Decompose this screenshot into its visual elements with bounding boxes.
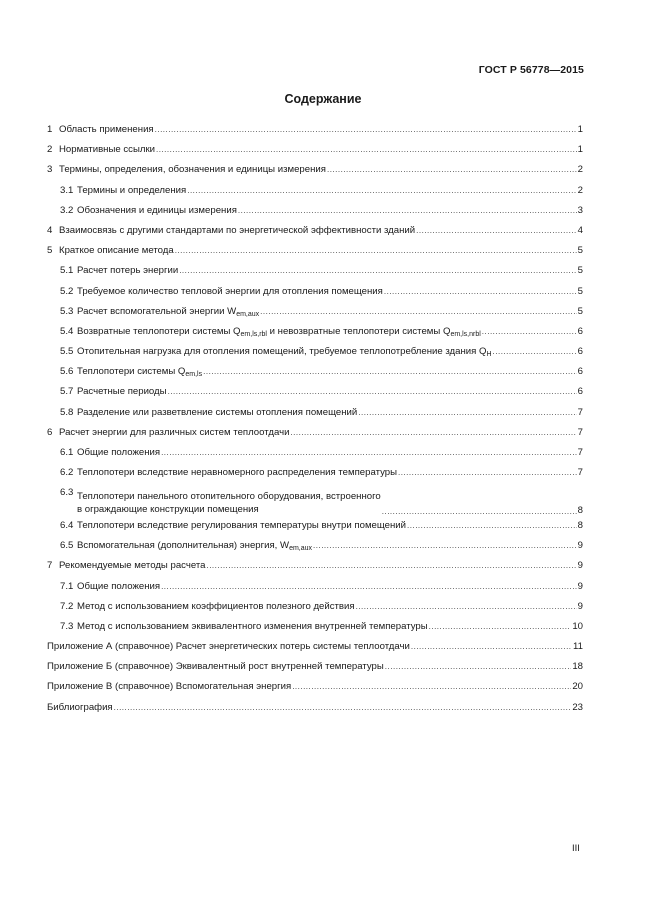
toc-entry-page: 9 — [577, 600, 583, 612]
toc-entry-number: 7.3 — [60, 620, 74, 632]
toc-entry-subscript: em,aux — [289, 545, 313, 553]
toc-entry-title — [59, 560, 205, 571]
toc-entry-subscript: em,ls — [185, 371, 203, 379]
toc-entry[interactable] — [47, 540, 583, 560]
toc-leader-dots — [156, 145, 577, 154]
toc-entry[interactable] — [47, 265, 583, 285]
toc-entry-page: 7 — [577, 426, 583, 438]
toc-entry-number: 4 — [47, 224, 53, 236]
toc-entry-title — [77, 581, 160, 592]
toc-entry-number: 5.5 — [60, 346, 74, 358]
toc-entry-page: 9 — [577, 540, 583, 552]
toc-entry-title — [77, 386, 167, 397]
toc-leader-dots — [161, 448, 577, 457]
toc-entry-number: 7 — [47, 560, 53, 572]
toc-entry[interactable] — [47, 641, 583, 661]
toc-entry-text: Рекомендуемые методы расчета — [59, 560, 206, 572]
toc-entry-title — [59, 245, 174, 256]
toc-entry[interactable] — [47, 407, 583, 427]
toc-entry-number: 3.2 — [60, 204, 74, 216]
toc-entry-text: Нормативные ссылки — [59, 144, 156, 156]
toc-entry-text: Теплопотери вследствие регулирования температуры внутри помещений — [77, 519, 407, 531]
toc-entry[interactable] — [47, 520, 583, 540]
toc-entry[interactable] — [47, 581, 583, 601]
toc-entry-title — [77, 467, 397, 478]
toc-entry-text: Приложение В (справочное) Вспомогательная энергия — [47, 681, 292, 693]
toc-entry-title — [59, 225, 415, 236]
toc-entry-title — [77, 621, 428, 632]
toc-entry-text: Отопительная нагрузка для отопления помещений, требуемое теплопотребление здания Q — [77, 346, 487, 358]
toc-entry-text: Взаимосвязь с другими стандартами по энергетической эффективности зданий — [59, 224, 416, 236]
toc-entry-text: Разделение или разветвление системы отопления помещений — [77, 406, 358, 418]
toc-entry-page: 9 — [577, 560, 583, 572]
toc-entry-text: Область применения — [59, 124, 154, 135]
toc-entry-text: Приложение Б (справочное) Эквивалентный рост внутренней температуры — [47, 661, 384, 673]
toc-entry-text-continued: и невозвратные теплопотери системы Q — [266, 325, 451, 337]
toc-entry-title — [77, 407, 357, 418]
toc-entry-page: 2 — [577, 184, 583, 196]
toc-entry-number: 1 — [47, 124, 53, 135]
toc-entry[interactable] — [47, 144, 583, 164]
toc-entry-page: 1 — [577, 144, 583, 156]
toc-leader-dots — [416, 226, 577, 235]
toc-entry[interactable] — [47, 164, 583, 184]
toc-entry-page: 5 — [577, 305, 583, 317]
toc-entry-subscript: em,aux — [236, 310, 260, 318]
toc-leader-dots — [161, 582, 577, 591]
toc-entry[interactable] — [47, 601, 583, 621]
page-title: Содержание — [284, 92, 362, 106]
toc-entry-number: 5.2 — [60, 285, 74, 297]
toc-leader-dots — [290, 428, 576, 437]
toc-entry[interactable] — [47, 346, 583, 366]
toc-entry-page: 6 — [577, 346, 583, 358]
toc-entry-page: 4 — [577, 224, 583, 236]
toc-entry[interactable] — [47, 621, 583, 641]
toc-entry-page: 7 — [577, 467, 583, 479]
toc-leader-dots — [203, 367, 577, 376]
toc-entry-title — [77, 265, 178, 276]
toc-entry-title — [77, 540, 312, 551]
toc-entry-title — [77, 447, 160, 458]
toc-entry[interactable] — [47, 306, 583, 326]
toc-entry-text: Общие положения — [77, 580, 161, 592]
toc-entry-page: 20 — [572, 681, 583, 693]
toc-entry-page: 6 — [577, 366, 583, 378]
toc-entry-title — [77, 286, 383, 297]
toc-entry-number: 6.2 — [60, 467, 74, 479]
toc-entry[interactable] — [47, 326, 583, 346]
toc-leader-dots — [179, 266, 576, 275]
toc-entry[interactable] — [47, 467, 583, 487]
toc-entry[interactable] — [47, 205, 583, 225]
toc-entry-title — [77, 205, 237, 216]
toc-leader-dots — [168, 387, 577, 396]
toc-entry-title — [77, 346, 492, 357]
toc-entry-text: Требуемое количество тепловой энергии для отопления помещения — [77, 285, 383, 297]
toc-entry-title — [77, 326, 481, 337]
toc-entry-title — [77, 306, 259, 317]
toc-entry-number: 6 — [47, 426, 53, 438]
toc-leader-dots — [187, 186, 576, 195]
toc-leader-dots — [327, 165, 577, 174]
toc-entry-page: 10 — [572, 620, 583, 632]
toc-entry-number: 6.3 — [60, 487, 74, 499]
toc-entry-text: Обозначения и единицы измерения — [77, 204, 237, 216]
toc-entry[interactable] — [47, 702, 583, 722]
toc-entry[interactable] — [47, 427, 583, 447]
toc-leader-dots — [482, 327, 577, 336]
toc-leader-dots — [411, 642, 572, 651]
toc-entry-text: Термины и определения — [77, 184, 187, 196]
toc-entry[interactable] — [47, 225, 583, 245]
toc-entry-text: Расчетные периоды — [77, 386, 167, 398]
toc-entry-number: 2 — [47, 144, 53, 156]
toc-entry-page: 11 — [573, 641, 583, 653]
toc-entry-number: 5.1 — [60, 265, 74, 277]
toc-entry-title — [77, 490, 381, 516]
toc-entry-subscript: em,ls,rbl — [240, 330, 267, 338]
toc-entry-text: Теплопотери вследствие неравномерного распределения температуры — [77, 467, 397, 479]
toc-entry-page: 7 — [577, 406, 583, 418]
toc-entry-text: Расчет вспомогательной энергии W — [77, 305, 237, 317]
toc-leader-dots — [313, 541, 577, 550]
toc-entry[interactable] — [47, 560, 583, 580]
toc-entry-text: Приложение А (справочное) Расчет энергетических потерь системы теплоотдачи — [47, 641, 410, 653]
toc-entry-text: Библиография — [47, 701, 113, 713]
toc-entry-title — [77, 185, 186, 196]
toc-entry-text: Вспомогательная (дополнительная) энергия, W — [77, 540, 290, 552]
toc-entry-title — [77, 601, 355, 612]
toc-leader-dots — [493, 347, 577, 356]
toc-leader-dots — [175, 246, 577, 255]
table-of-contents — [47, 124, 583, 722]
toc-entry-text: Метод с использованием коэффициентов полезного действия — [77, 600, 355, 612]
toc-entry-text: Расчет энергии для различных систем теплоотдачи — [59, 426, 290, 438]
toc-leader-dots — [356, 602, 577, 611]
toc-leader-dots — [292, 682, 571, 691]
toc-entry-title — [47, 641, 410, 652]
toc-entry-number: 5.3 — [60, 305, 74, 317]
toc-entry-title — [47, 681, 291, 692]
toc-leader-dots — [358, 408, 576, 417]
toc-leader-dots — [114, 703, 572, 712]
toc-entry-number: 5 — [47, 245, 53, 257]
toc-entry-number: 6.1 — [60, 447, 74, 458]
toc-entry[interactable] — [47, 681, 583, 701]
toc-entry-title-line1: Теплопотери панельного отопительного оборудования, встроенного — [77, 490, 381, 502]
toc-leader-dots — [155, 125, 577, 134]
toc-entry-page: 2 — [577, 164, 583, 176]
toc-entry-number: 7.2 — [60, 600, 74, 612]
toc-entry[interactable] — [47, 286, 583, 306]
toc-entry-page: 8 — [577, 519, 583, 531]
toc-entry-text: Общие положения — [77, 447, 161, 458]
toc-entry-text: Возвратные теплопотери системы Q — [77, 325, 241, 337]
toc-entry-text: Термины, определения, обозначения и единицы измерения — [59, 164, 326, 176]
toc-entry-number: 5.4 — [60, 325, 74, 337]
toc-entry[interactable] — [47, 124, 583, 144]
toc-entry-subscript: H — [486, 351, 492, 359]
toc-leader-dots — [398, 468, 577, 477]
toc-entry-page: 5 — [577, 265, 583, 277]
toc-entry[interactable] — [47, 386, 583, 406]
toc-entry[interactable] — [47, 661, 583, 681]
toc-entry-page: 1 — [577, 124, 583, 135]
toc-entry-title — [77, 366, 202, 377]
toc-entry-title — [47, 661, 384, 672]
page-number: III — [572, 843, 580, 854]
toc-entry[interactable] — [47, 487, 583, 520]
toc-leader-dots — [385, 662, 572, 671]
toc-entry-number: 7.1 — [60, 580, 74, 592]
toc-entry-number: 3 — [47, 164, 53, 176]
standard-number: ГОСТ Р 56778—2015 — [478, 64, 584, 76]
toc-entry-title — [59, 427, 289, 438]
toc-entry-page: 5 — [577, 285, 583, 297]
toc-entry-page: 9 — [577, 580, 583, 592]
toc-entry-title — [59, 144, 155, 155]
toc-entry[interactable] — [47, 185, 583, 205]
toc-entry-number: 6.4 — [60, 519, 74, 531]
toc-entry-text: Краткое описание метода — [59, 245, 174, 257]
toc-leader-dots — [429, 622, 572, 631]
toc-entry-page: 23 — [572, 701, 583, 713]
toc-entry-number: 3.1 — [60, 184, 74, 196]
toc-entry-title — [59, 124, 154, 135]
toc-entry-page: 18 — [572, 661, 583, 673]
toc-leader-dots — [382, 507, 577, 516]
toc-entry-page: 3 — [577, 204, 583, 216]
toc-entry-number: 6.5 — [60, 540, 74, 552]
toc-entry-page: 5 — [577, 245, 583, 257]
toc-entry-text: Теплопотери системы Q — [77, 366, 186, 378]
toc-entry-title — [77, 520, 406, 531]
toc-entry-title — [47, 702, 113, 713]
toc-entry-title — [59, 164, 326, 175]
toc-entry-number: 5.8 — [60, 406, 74, 418]
toc-entry-subscript-2: em,ls,nrbl — [450, 330, 481, 338]
toc-entry[interactable] — [47, 447, 583, 467]
toc-leader-dots — [206, 561, 576, 570]
toc-leader-dots — [384, 287, 577, 296]
toc-entry-page: 6 — [577, 325, 583, 337]
toc-entry-page: 7 — [577, 447, 583, 458]
toc-leader-dots — [260, 307, 576, 316]
toc-entry-title-line2: в ограждающие конструкции помещения — [77, 503, 259, 515]
toc-entry-number: 5.7 — [60, 386, 74, 398]
toc-leader-dots — [238, 206, 577, 215]
toc-entry-number: 5.6 — [60, 366, 74, 378]
toc-entry[interactable] — [47, 366, 583, 386]
toc-entry-page: 6 — [577, 386, 583, 398]
toc-leader-dots — [407, 521, 577, 530]
toc-entry[interactable] — [47, 245, 583, 265]
toc-entry-page: 8 — [577, 504, 583, 516]
toc-entry-text: Расчет потерь энергии — [77, 265, 179, 277]
toc-entry-text: Метод с использованием эквивалентного изменения внутренней температуры — [77, 620, 428, 632]
